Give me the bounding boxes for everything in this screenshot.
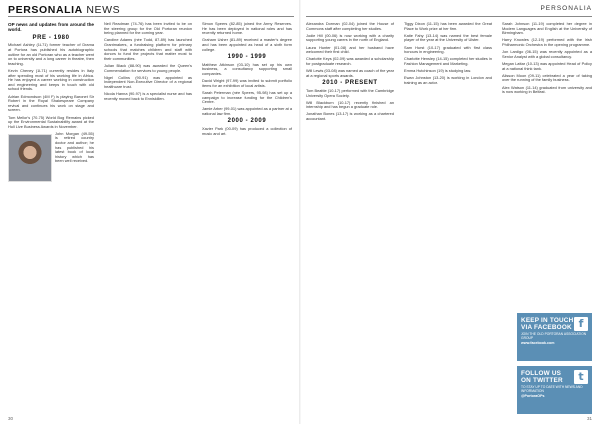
news-item: Charlotte Keys (02-09) was awarded a scholarship for postgraduate research. [306, 56, 394, 66]
news-item: Tiggy Dixon (11-15) has been awarded the Great Place to Work prize at her firm. [404, 21, 492, 31]
news-item: Adrian Edmondson (4M F) is playing Baronet Sir Robert in the Royal Shakespeare Company revival and continues his work on stage and screen. [8, 93, 94, 113]
right-column-2 [404, 22, 492, 88]
news-item: Graham Usher (81-89) received a master's degree and has been appointed as head of a sixth form college. [202, 37, 292, 52]
news-item: Emma Hutchinson (19) is studying law. [404, 68, 472, 74]
promo-heading: KEEP IN TOUCH [521, 317, 574, 324]
right-column-3 [502, 22, 592, 97]
news-item: Xavier Park (00-09) has produced a collection of music and art. [202, 126, 292, 136]
intro-text: OP news and updates from around the world. [8, 22, 94, 33]
header-rule-right [306, 16, 592, 17]
section-label: PERSONALIA [540, 5, 592, 12]
left-column-3 [202, 22, 292, 139]
header-rule-left [8, 16, 294, 17]
promo-heading: ON TWITTER [521, 377, 563, 384]
news-item: Neil Readman (74-76) has been invited to be on the steering group for the Old Portoran reunion being planned for the coming year. [104, 21, 192, 36]
news-item: Katie Fahy (13-14) was named the best female player of the year at the University of Ulster. [404, 32, 492, 43]
news-item: Charlotte Hensley (14-15) completed her studies in Fashion Management and Marketing. [404, 56, 492, 66]
news-item: Caroline Adams (née Todd, 87-89) has launched Grantmakers, a fundraising platform for primary schools that matches children and staff with donors to fund the projects that matter most to their communities. [104, 37, 192, 61]
left-column-2 [104, 22, 192, 104]
news-item: Simon Speers (82-85) joined the Army Reserves. He has been deployed in national roles and has recently returned home. [202, 21, 292, 36]
era-heading: 2010 - PRESENT [322, 80, 378, 87]
promo-subtext: JOIN THE OLD PORTORAN ASSOCIATION GROUP [521, 332, 587, 340]
news-item: Megan Lattar (10-13) was appointed Head of Policy at a national think tank. [502, 60, 592, 71]
news-item: Alexandra Dorman (02-04) joined the House of Commons staff after completing her studies. [306, 21, 394, 31]
right-column-1 [306, 22, 394, 124]
twitter-icon: t [574, 370, 588, 384]
news-item: Laura Hunter (01-08) and her husband have welcomed their first child. [306, 44, 394, 55]
news-item: Will Blackburn (10-17) recently finished an internship and has begun a graduate role. [306, 99, 394, 110]
news-item: Will Lewis (03-08) was named as coach of the year at a regional sports awards. [306, 68, 395, 78]
news-item: Jon Lardigo (06-15) was recently appointed as a Senior Analyst with a global consultancy. [502, 49, 592, 59]
promo-heading: VIA FACEBOOK [521, 324, 572, 331]
news-item: Ewan Johnston (13-20) is working in London and training as an actor. [404, 75, 492, 85]
news-item: Nicola Hanna (90-97) is a specialist nurse and has recently moved back to Enniskillen. [104, 91, 192, 101]
promo-heading: FOLLOW US [521, 370, 562, 377]
news-item: Alex Watson (11-14) graduated from university and is now working in Belfast. [502, 84, 592, 95]
promo-link[interactable]: @PortoraOPs [521, 394, 545, 398]
era-heading: 1990 - 1999 [227, 54, 267, 61]
news-item: Tom Mellor's (70-75) World Bog Remains picked up the Environmental Sustainability award at the Hull Live Business Awards in November. [8, 114, 94, 129]
profile-block [8, 132, 94, 164]
facebook-icon: f [574, 317, 588, 331]
news-item: Tom Beattie (10-17) performed with the Cambridge University Opera Society. [306, 87, 394, 98]
news-item: Alisson Moon (09-11) celebrated a year of taking over the running of the family business. [502, 72, 592, 83]
news-item: Jamie Arber (99-01) was appointed as a partner at a national law firm. [202, 106, 292, 116]
news-item: Matthew Atkinson (03-10) has set up his own business, a consultancy supporting small companies. [202, 61, 292, 76]
news-item: Harry Knowles (12-19) performed with the Irish Philharmonic Orchestra in the opening programme. [502, 37, 592, 47]
promo-subtext: TO STAY UP TO DATE WITH NEWS AND INFORMATION [521, 385, 583, 393]
title-bold: PERSONALIA [8, 4, 83, 16]
news-item: John Morgan (49-55) is retired country doctor and author; he has published his latest book of local history which has been well received. [55, 130, 94, 164]
news-item: Julian Black (88-90) was awarded the Queen's Commendation for services to young people. [104, 62, 192, 73]
news-item: Sarah Peterman (née Speers, 95-98) has set up a campaign to increase funding for the Children's Centre. [202, 89, 292, 105]
news-item: Nigel Collins (90-91) was appointed as Independent Non-Executive Director of a regional healthcare trust. [104, 74, 192, 89]
news-item: Michael Ashley (1L71) former teacher of Drama at Portora has published his autobiographic outline for an old Portoran who as a teacher went on to university and a long career in theatre, then teaching. [8, 42, 94, 66]
news-item: David Wright (97-99) was invited to submit portfolio items for an exhibition of local artists. [202, 78, 292, 88]
left-column-1 [8, 22, 94, 184]
page-fold [299, 0, 301, 424]
facebook-promo-box[interactable] [517, 313, 592, 361]
news-item: Jodie Hill (00-06) is now working with a charity supporting young carers in the north of England. [306, 32, 394, 43]
promo-link[interactable]: www.facebook.com [521, 341, 555, 345]
news-item: Sarah Johnson (11-19) completed her degree in Modern Languages and English at the University of Birmingham. [502, 21, 592, 36]
page-title [8, 4, 120, 16]
news-item: Jonathan Bones (13-17) is working as a chartered accountant. [306, 111, 394, 122]
twitter-promo-box[interactable] [517, 366, 592, 414]
era-heading: PRE - 1980 [32, 34, 70, 41]
portrait-photo [8, 134, 52, 182]
page-number-left: 30 [8, 416, 14, 421]
news-item: Sam Hurst (10-17) graduated with first class honours in engineering. [404, 44, 492, 55]
title-light: NEWS [82, 4, 121, 16]
news-item: Kevin Cheney (1L71) currently resides in Italy after spending most of his working life in Africa. He has enjoyed a career working in construction and engineering and keeps in touch with old school friends. [8, 67, 94, 92]
era-heading: 2000 - 2009 [227, 118, 267, 125]
page-number-right: 31 [586, 416, 592, 421]
